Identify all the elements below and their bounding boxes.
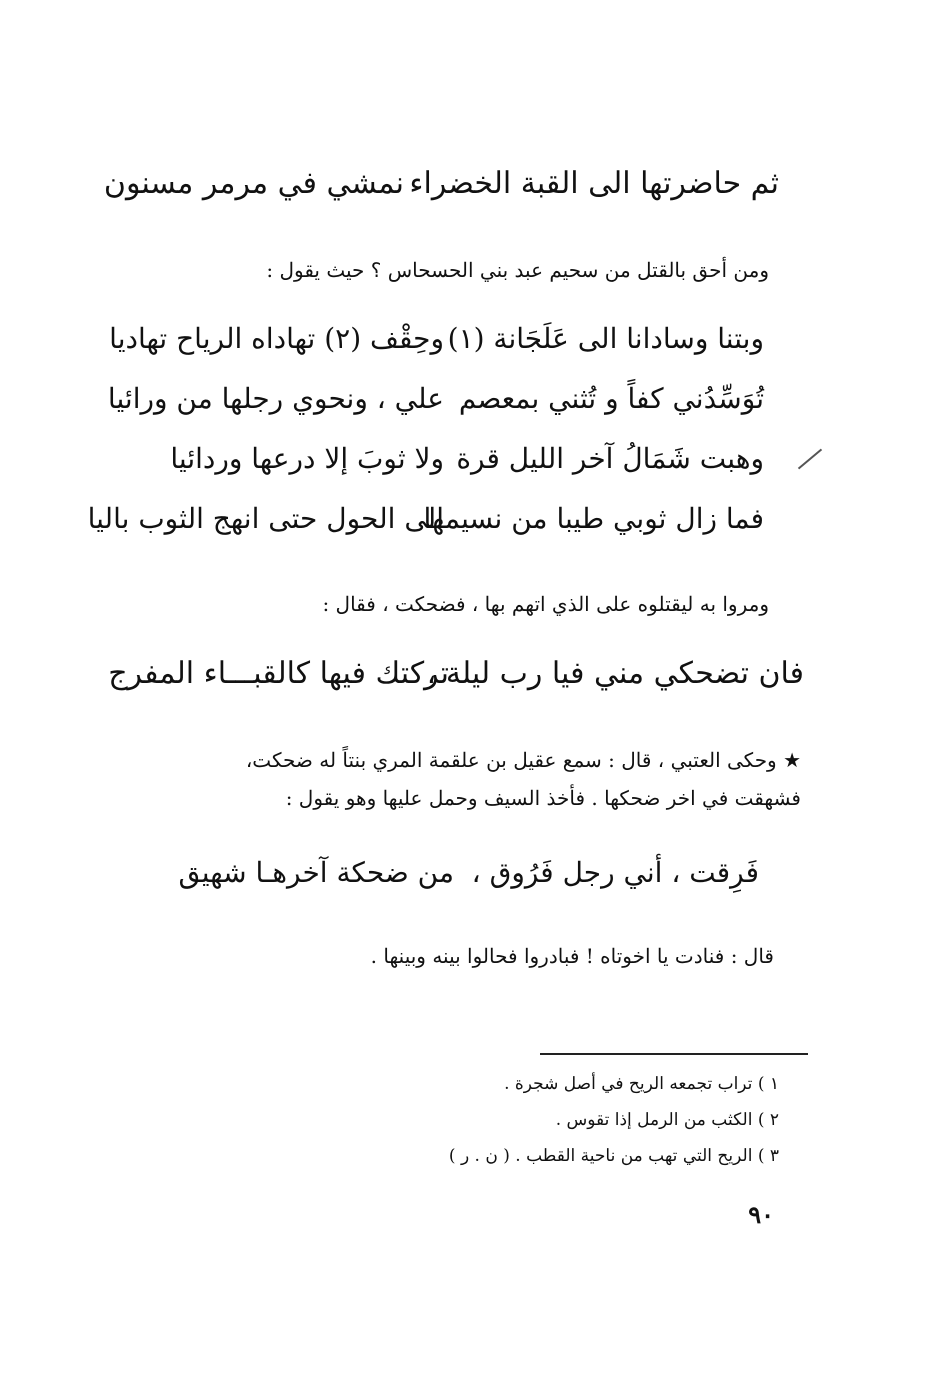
poem-1-line-2-left: علي ، ونحوي رجلها من ورائيا	[107, 382, 444, 415]
poem-1-line-4-right: فما زال ثوبي طيبا من نسيمها	[423, 502, 764, 535]
footnote-2: ٢ ) الكثب من الرمل إذا تقوس .	[555, 1110, 779, 1130]
poem-1-line-4-left: الى الحول حتى انهج الثوب باليا	[87, 502, 444, 535]
verse-2-left-hemistich: تركتك فيها كالقبـــاء المفرج	[108, 656, 449, 691]
poem-1-line-2-right: تُوَسِّدُني كفاً و تُثني بمعصم	[458, 382, 764, 415]
prose-paragraph-1: ومن أحق بالقتل من سحيم عبد بني الحسحاس ؟ حيث يقول :	[266, 258, 769, 282]
verse-3-left-hemistich: من ضحكة آخرهـا شهيق	[178, 856, 454, 889]
footnote-3: ٣ ) الريح التي تهب من ناحية القطب . ( ن . ر )	[448, 1146, 779, 1166]
prose-paragraph-3-line-2: فشهقت في اخر ضحكها . فأخذ السيف وحمل عليها وهو يقول :	[285, 786, 801, 810]
verse-1-left-hemistich: نمشي في مرمر مسنون	[103, 166, 404, 201]
page-number: ٩٠	[748, 1200, 774, 1229]
poem-1-line-3-right: وهبت شَمَالُ آخر الليل قرة	[456, 442, 764, 475]
poem-1-line-1-right: وبتنا وسادانا الى عَلَجَانة (١)	[447, 322, 764, 355]
prose-paragraph-3-line-1: ★ وحكى العتبي ، قال : سمع عقيل بن علقمة المري بنتاً له ضحكت،	[245, 748, 801, 772]
prose-paragraph-4: قال : فنادت يا اخوتاه ! فبادروا فحالوا بينه وبينها .	[370, 944, 774, 968]
poem-1-line-1-left: وحِقْف (٢) تهاداه الرياح تهاديا	[109, 322, 444, 355]
verse-2-right-hemistich: فان تضحكي مني فيا رب ليلة ،	[426, 656, 804, 691]
poem-1-line-3-left: ولا ثوبَ إلا درعها وردائيا	[170, 442, 444, 475]
footnote-1: ١ ) تراب تجمعه الريح في أصل شجرة .	[504, 1074, 779, 1094]
margin-pencil-mark	[798, 449, 822, 470]
prose-paragraph-2: ومروا به ليقتلوه على الذي اتهم بها ، فضحكت ، فقال :	[322, 592, 769, 616]
footnote-separator	[540, 1053, 808, 1055]
verse-1-right-hemistich: ثم حاضرتها الى القبة الخضراء	[409, 166, 779, 201]
verse-3-right-hemistich: فَرِقت ، أني رجل فَرُوق ،	[471, 856, 759, 889]
